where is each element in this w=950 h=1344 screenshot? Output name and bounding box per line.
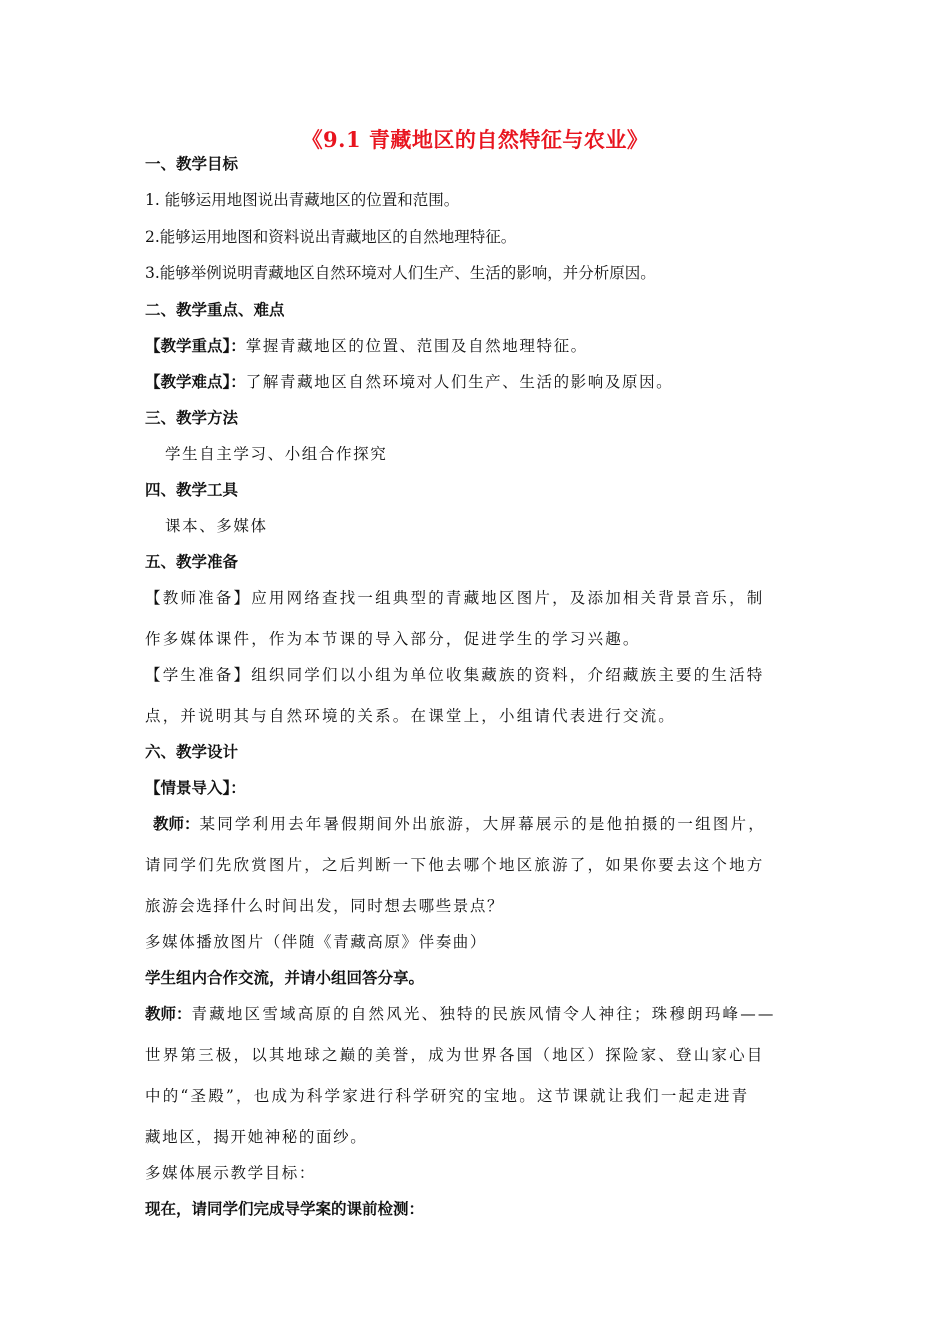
teacher-speech-2-line-1 (145, 1002, 815, 1024)
scene-intro-label: 【情景导入】： (145, 779, 246, 797)
key-point-label: 【教学重点】： (145, 337, 246, 355)
section-heading-keypoints: 二、教学重点、难点 (145, 301, 285, 319)
document-title: 《9.1 青藏地区的自然特征与农业》 (301, 127, 649, 152)
difficulty-label: 【教学难点】： (145, 373, 246, 391)
goal-item-1: 1. 能够运用地图说出青藏地区的位置和范围。 (145, 191, 460, 209)
media-goals-text: 多媒体展示教学目标： (145, 1164, 317, 1182)
pre-class-test-text: 现在，请同学们完成导学案的课前检测： (145, 1200, 425, 1218)
teacher-speech-1-line-1 (153, 812, 823, 834)
media-play-text: 多媒体播放图片（伴随《青藏高原》伴奏曲） (145, 933, 488, 951)
goal-item-2: 2.能够运用地图和资料说出青藏地区的自然地理特征。 (145, 228, 517, 246)
section-heading-tools: 四、教学工具 (145, 481, 239, 499)
teacher-speech-1-text: 某同学利用去年暑假期间外出旅游，大屏幕展示的是他拍摄的一组图片， (199, 815, 766, 833)
teacher-prep-line-1: 【教师准备】应用网络查找一组典型的青藏地区图片，及添加相关背景音乐，制 (145, 589, 765, 607)
section-heading-goals: 一、教学目标 (145, 155, 239, 173)
section-heading-design: 六、教学设计 (145, 743, 239, 761)
difficulty-text: 了解青藏地区自然环境对人们生产、生活的影响及原因。 (245, 373, 674, 391)
teacher-prep-line-2: 作多媒体课件，作为本节课的导入部分，促进学生的学习兴趣。 (145, 630, 641, 648)
section-heading-methods: 三、教学方法 (145, 409, 239, 427)
teacher-speech-2-line-4: 藏地区，揭开她神秘的面纱。 (145, 1128, 368, 1146)
goal-item-3: 3.能够举例说明青藏地区自然环境对人们生产、生活的影响，并分析原因。 (145, 264, 656, 282)
tools-text: 课本、多媒体 (165, 517, 268, 535)
teacher-label-1: 教师： (153, 815, 200, 833)
teacher-speech-2-text: 青藏地区雪域高原的自然风光、独特的民族风情令人神往；珠穆朗玛峰—— (191, 1005, 776, 1023)
teacher-label-2: 教师： (145, 1005, 192, 1023)
teacher-speech-2-line-2: 世界第三极，以其地球之巅的美誉，成为世界各国（地区）探险家、登山家心目 (145, 1046, 765, 1064)
difficulty-line (145, 370, 815, 392)
group-discussion-text: 学生组内合作交流，并请小组回答分享。 (145, 969, 425, 987)
teacher-speech-2-line-3: 中的“圣殿”，也成为科学家进行科学研究的宝地。这节课就让我们一起走进青 (145, 1087, 750, 1105)
teacher-speech-1-line-3: 旅游会选择什么时间出发，同时想去哪些景点？ (145, 897, 505, 915)
teacher-speech-1-line-2: 请同学们先欣赏图片，之后判断一下他去哪个地区旅游了，如果你要去这个地方 (145, 856, 765, 874)
key-point-text: 掌握青藏地区的位置、范围及自然地理特征。 (245, 337, 588, 355)
key-point-line (145, 334, 815, 356)
section-heading-preparation: 五、教学准备 (145, 553, 239, 571)
methods-text: 学生自主学习、小组合作探究 (165, 445, 388, 463)
student-prep-line-2: 点，并说明其与自然环境的关系。在课堂上，小组请代表进行交流。 (145, 707, 677, 725)
student-prep-line-1: 【学生准备】组织同学们以小组为单位收集藏族的资料，介绍藏族主要的生活特 (145, 666, 765, 684)
